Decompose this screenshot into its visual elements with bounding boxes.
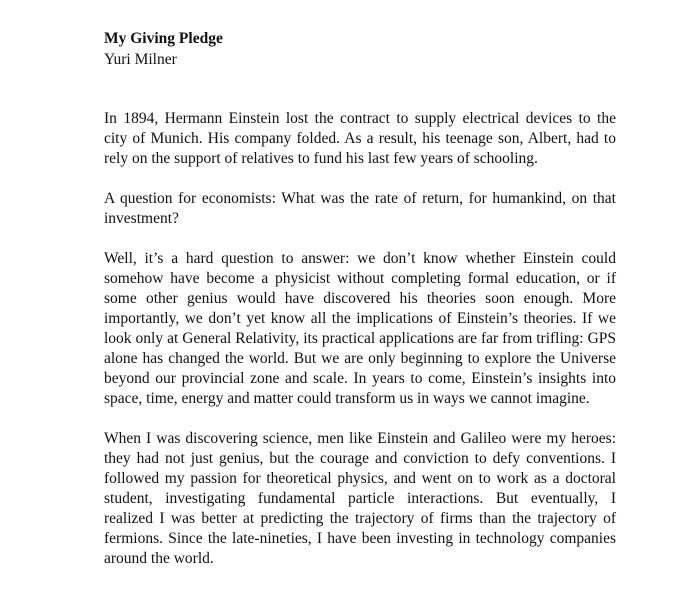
paragraph-2 <box>104 189 616 229</box>
text-line: around the world. <box>104 550 214 567</box>
text-line: Well, it’s a hard question to answer: we don’t know whether Einstein could <box>104 250 616 267</box>
document-author: Yuri Milner <box>104 51 177 68</box>
text-line: followed my passion for theoretical physics, and went on to work as a doctoral <box>104 470 616 487</box>
text-line: rely on the support of relatives to fund his last few years of schooling. <box>104 150 538 167</box>
text-line: look only at General Relativity, its practical applications are far from trifling: GPS <box>104 330 616 347</box>
text-line: some other genius would have discovered his theories soon enough. More <box>104 290 616 307</box>
text-line: alone has changed the world. But we are only beginning to explore the Universe <box>104 350 616 367</box>
text-line: student, investigating fundamental particle interactions. But eventually, I <box>104 490 616 507</box>
paragraph-4 <box>104 429 616 569</box>
text-line: investment? <box>104 210 179 227</box>
text-line: realized I was better at predicting the trajectory of firms than the trajectory of <box>104 510 616 527</box>
document-body <box>104 109 616 589</box>
text-line: A question for economists: What was the rate of return, for humankind, on that <box>104 190 616 207</box>
text-line: fermions. Since the late-nineties, I have been investing in technology companies <box>104 530 616 547</box>
text-line: In 1894, Hermann Einstein lost the contract to supply electrical devices to the <box>104 110 616 127</box>
text-line: importantly, we don’t yet know all the implications of Einstein’s theories. If we <box>104 310 616 327</box>
text-line: city of Munich. His company folded. As a result, his teenage son, Albert, had to <box>104 130 616 147</box>
text-line: beyond our provincial zone and scale. In years to come, Einstein’s insights into <box>104 370 616 387</box>
paragraph-1 <box>104 109 616 169</box>
text-line: somehow have become a physicist without completing formal education, or if <box>104 270 616 287</box>
paragraph-3 <box>104 249 616 409</box>
text-line: space, time, energy and matter could transform us in ways we cannot imagine. <box>104 390 590 407</box>
text-line: When I was discovering science, men like Einstein and Galileo were my heroes: <box>104 430 616 447</box>
text-line: they had not just genius, but the courage and conviction to defy conventions. I <box>104 450 616 467</box>
document-title: My Giving Pledge <box>104 30 223 47</box>
